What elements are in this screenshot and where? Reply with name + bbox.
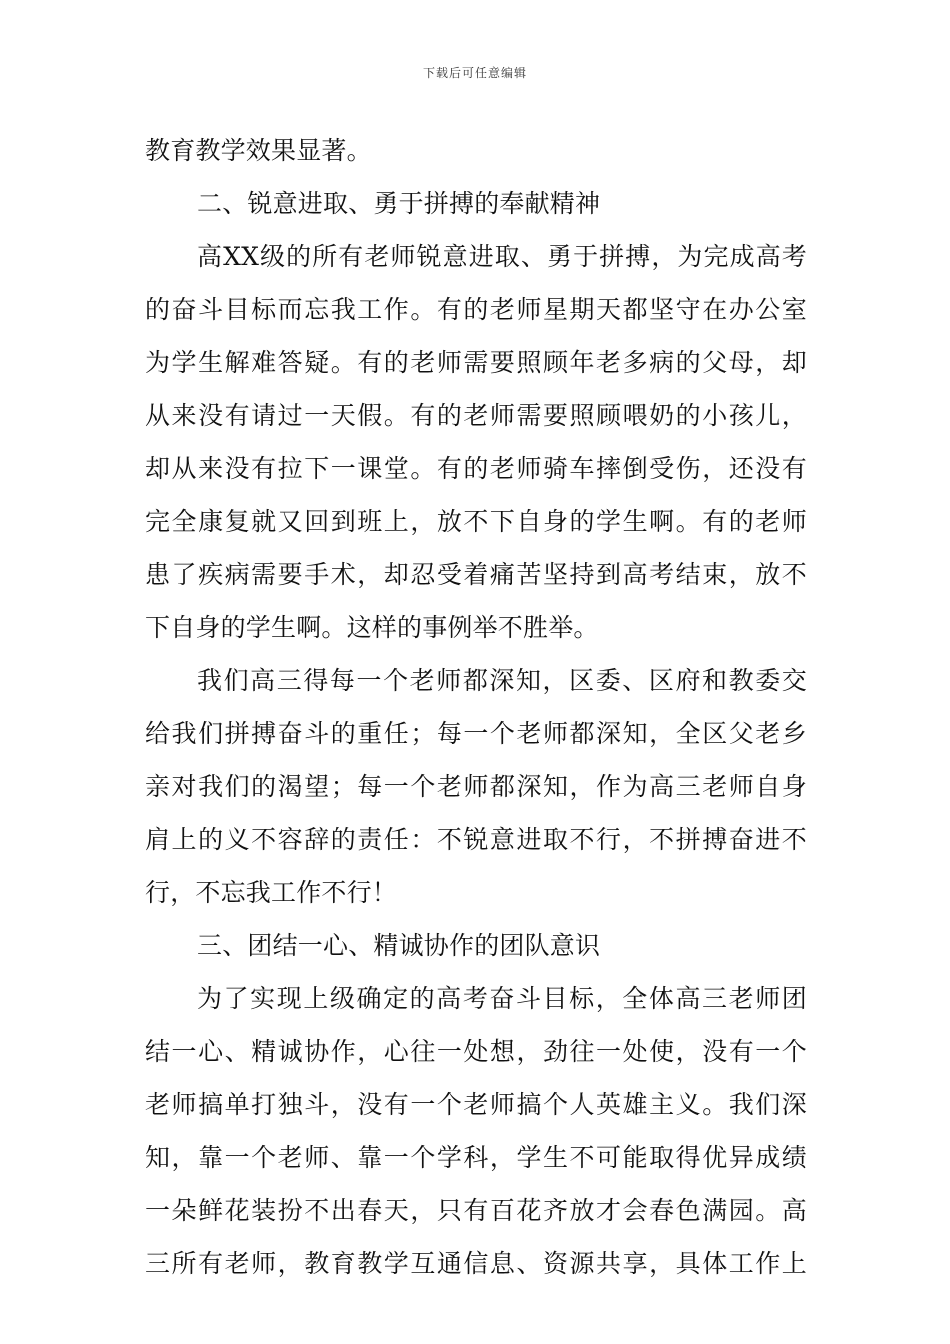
text-line: 肩上的义不容辞的责任：不锐意进取不行，不拼搏奋进不 xyxy=(145,825,807,854)
text-line: 亲对我们的渴望；每一个老师都深知，作为高三老师自身 xyxy=(145,772,807,801)
text-line: 三所有老师，教育教学互通信息、资源共享，具体工作上 xyxy=(145,1249,807,1278)
text-line: 的奋斗目标而忘我工作。有的老师星期天都坚守在办公室 xyxy=(145,295,807,324)
text-line: 患了疾病需要手术，却忍受着痛苦坚持到高考结束，放不 xyxy=(145,560,807,589)
text-line: 给我们拼搏奋斗的重任；每一个老师都深知，全区父老乡 xyxy=(145,719,807,748)
text-line: 高XX级的所有老师锐意进取、勇于拼搏，为完成高考 xyxy=(197,242,807,271)
section-heading: 二、锐意进取、勇于拼搏的奉献精神 xyxy=(197,189,601,218)
text-line: 知，靠一个老师、靠一个学科，学生不可能取得优异成绩 xyxy=(145,1143,807,1172)
section-heading: 三、团结一心、精诚协作的团队意识 xyxy=(197,931,601,960)
text-line: 却从来没有拉下一课堂。有的老师骑车摔倒受伤，还没有 xyxy=(145,454,807,483)
text-line: 下自身的学生啊。这样的事例举不胜举。 xyxy=(145,613,599,642)
page-header: 下载后可任意编辑 xyxy=(422,66,527,80)
text-line: 教育教学效果显著。 xyxy=(145,136,372,165)
text-line: 为了实现上级确定的高考奋斗目标，全体高三老师团 xyxy=(197,984,807,1013)
text-line: 我们高三得每一个老师都深知，区委、区府和教委交 xyxy=(197,666,807,695)
text-line: 完全康复就又回到班上，放不下自身的学生啊。有的老师 xyxy=(145,507,807,536)
text-line: 从来没有请过一天假。有的老师需要照顾喂奶的小孩儿， xyxy=(145,401,807,430)
text-line: 老师搞单打独斗，没有一个老师搞个人英雄主义。我们深 xyxy=(145,1090,807,1119)
text-line: 一朵鲜花装扮不出春天，只有百花齐放才会春色满园。高 xyxy=(145,1196,807,1225)
text-line: 为学生解难答疑。有的老师需要照顾年老多病的父母，却 xyxy=(145,348,807,377)
document-body xyxy=(145,124,807,1290)
text-line: 结一心、精诚协作，心往一处想，劲往一处使，没有一个 xyxy=(145,1037,807,1066)
text-line: 行，不忘我工作不行！ xyxy=(145,878,398,907)
